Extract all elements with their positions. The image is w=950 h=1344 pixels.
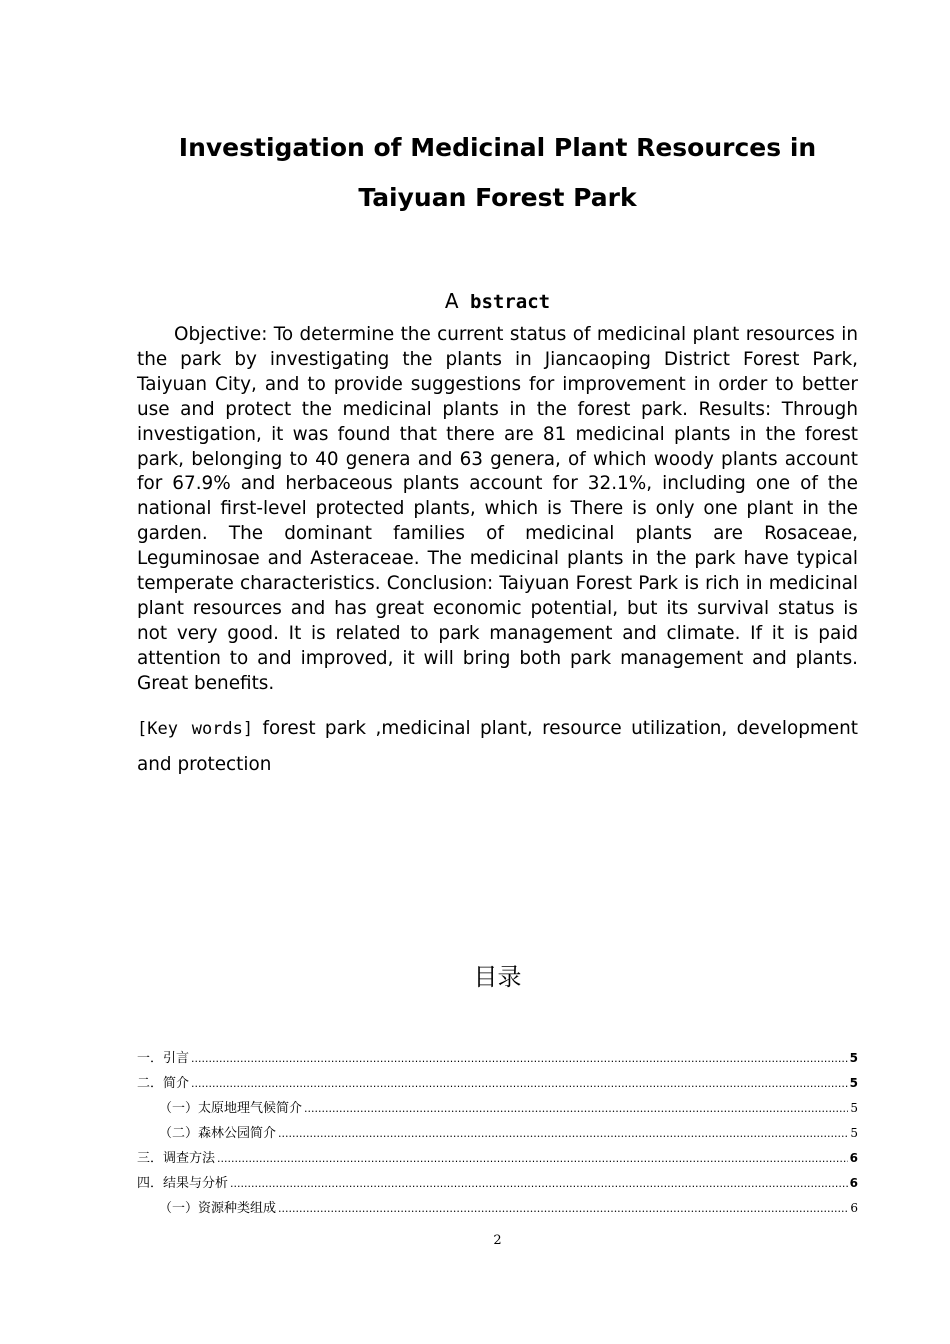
toc-entry-page: 5 [850, 1126, 858, 1140]
table-of-contents [137, 1046, 858, 1221]
toc-dot-leader [278, 1121, 848, 1146]
paper-title-line-2: Taiyuan Forest Park [358, 183, 637, 212]
toc-entry[interactable] [137, 1071, 858, 1096]
toc-entry-text: 三．调查方法 [137, 1151, 216, 1166]
toc-entry-text: 一．引言 [137, 1051, 190, 1066]
toc-subentry[interactable] [137, 1196, 858, 1221]
toc-dot-leader [191, 1046, 848, 1071]
toc-entry-page: 5 [849, 1051, 858, 1065]
toc-dot-leader [191, 1071, 848, 1096]
toc-entry-page: 6 [849, 1176, 858, 1190]
keywords [137, 711, 858, 782]
abstract-heading-initial: A [444, 289, 459, 313]
keywords-text: forest park ,medicinal plant, resource utilization, development and protection [137, 718, 858, 775]
paper-title-line-1: Investigation of Medicinal Plant Resources in [178, 133, 817, 162]
toc-entry-page: 5 [850, 1101, 858, 1115]
toc-subentry[interactable] [137, 1121, 858, 1146]
toc-dot-leader [278, 1196, 848, 1221]
toc-entry-text: （一）资源种类组成 [159, 1201, 277, 1216]
toc-dot-leader [230, 1171, 848, 1196]
toc-entry-text: 四．结果与分析 [137, 1176, 229, 1191]
toc-entry-text: （一）太原地理气候简介 [159, 1101, 303, 1116]
abstract-heading-rest: bstract [458, 291, 551, 313]
toc-entry-text: 二．简介 [137, 1076, 190, 1091]
abstract-heading [137, 289, 858, 313]
toc-dot-leader [217, 1146, 848, 1171]
toc-title: 目录 [473, 963, 522, 991]
toc-entry-page: 6 [849, 1151, 858, 1165]
toc-entry[interactable] [137, 1171, 858, 1196]
toc-entry-page: 5 [849, 1076, 858, 1090]
page-number: 2 [493, 1233, 502, 1248]
toc-entry-text: （二）森林公园简介 [159, 1126, 277, 1141]
toc-entry[interactable] [137, 1146, 858, 1171]
toc-entry[interactable] [137, 1046, 858, 1071]
abstract-body: Objective: To determine the current status of medicinal plant resources in the park by investigating the plants in Jiancaoping District Forest Park, Taiyuan City, and to provide suggestions for improvement in order to better use and protect the medicinal plants in the forest park. Results: Through investigation, it was found that there are 81 medicinal plants in the forest park, belonging to 40 genera and 63 genera, of which woody plants account for 67.9% and herbaceous plants account for 32.1%, including one of the national first-level protected plants, which is There is only one plant in the garden. The dominant families of medicinal plants are Rosaceae, Leguminosae and Asteraceae. The medicinal plants in the park have typical temperate characteristics. Conclusion: Taiyuan Forest Park is rich in medicinal plant resources and has great economic potential, but its survival status is not very good. It is related to park management and climate. If it is paid attention to and improved, it will bring both park management and plants. Great benefits. [137, 324, 858, 694]
keywords-label: [Key words] [137, 719, 254, 739]
toc-entry-page: 6 [850, 1201, 858, 1215]
toc-subentry[interactable] [137, 1096, 858, 1121]
toc-dot-leader [304, 1096, 848, 1121]
